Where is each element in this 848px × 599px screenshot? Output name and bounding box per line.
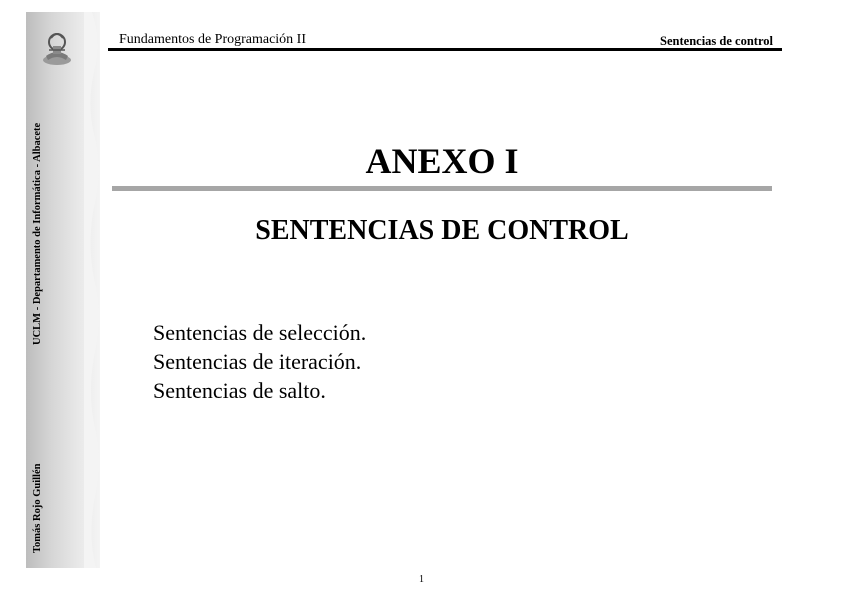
header-rule [108,48,782,51]
title-rule [112,186,772,191]
topic-item: Sentencias de salto. [153,378,326,403]
section-title: Sentencias de control [660,34,773,48]
topic-item: Sentencias de selección. [153,320,367,345]
slide-subtitle: SENTENCIAS DE CONTROL [255,215,629,246]
sidebar-wavy-edge [84,12,102,568]
slide-title: ANEXO I [365,141,519,181]
topic-item: Sentencias de iteración. [153,349,362,374]
page-number: 1 [419,574,424,585]
university-crest-icon [40,26,74,68]
sidebar-institution-text: UCLM - Departamento de Informática - Albacete [32,122,43,345]
course-title: Fundamentos de Programación II [119,32,307,47]
topic-list [153,318,366,405]
sidebar-author-text: Tomás Rojo Guillén [32,463,43,553]
